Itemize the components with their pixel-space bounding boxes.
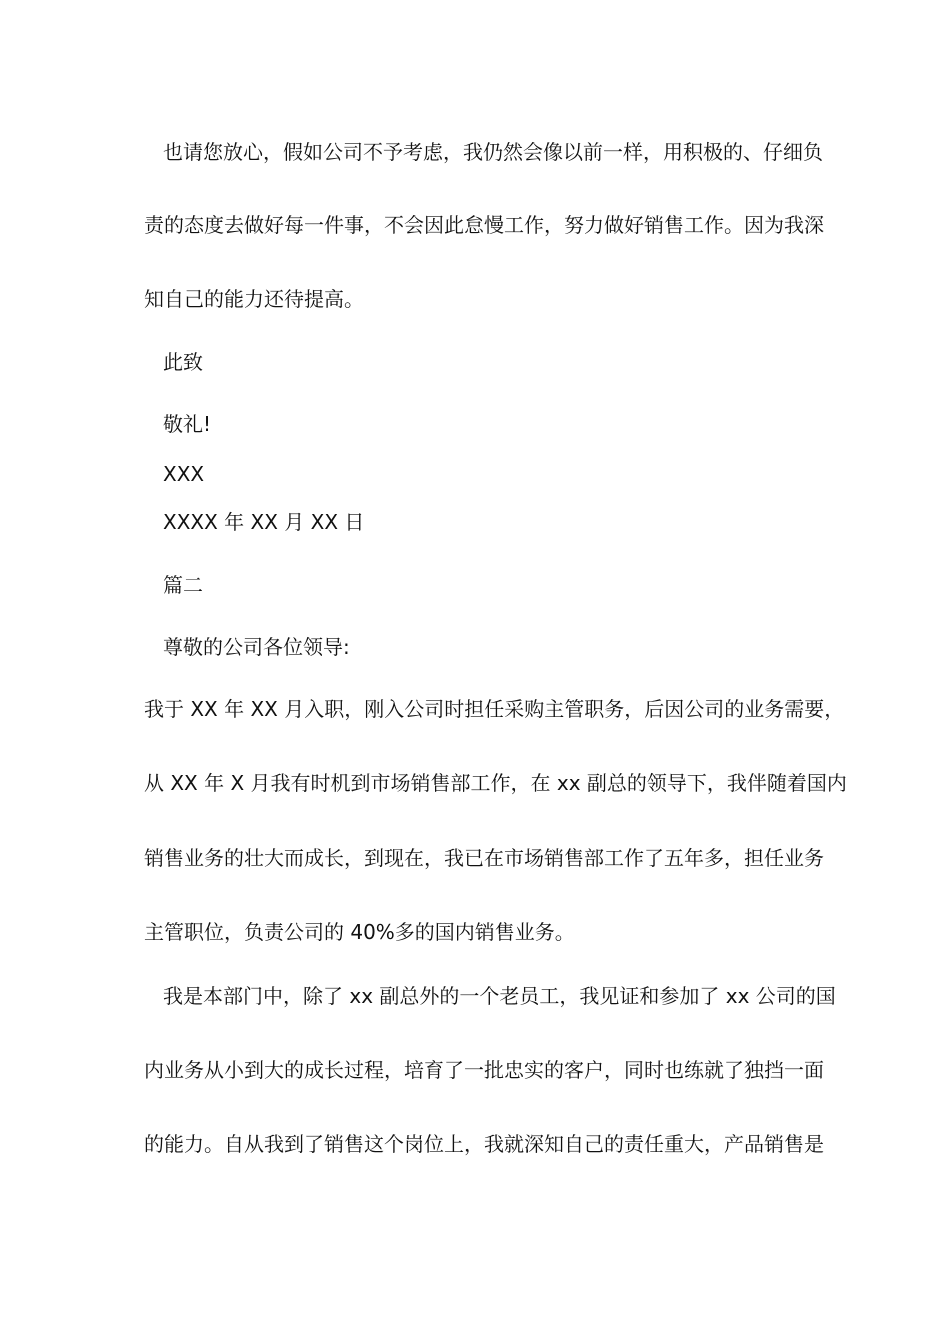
paragraph-3-line-1: 我是本部门中，除了 xx 副总外的一个老员工，我见证和参加了 xx 公司的国 — [163, 984, 836, 1008]
paragraph-2-line-1: 我于 XX 年 XX 月入职，刚入公司时担任采购主管职务，后因公司的业务需要， — [144, 697, 845, 721]
signature-date: XXXX 年 XX 月 XX 日 — [163, 510, 365, 534]
paragraph-3-line-2: 内业务从小到大的成长过程，培育了一批忠实的客户，同时也练就了独挡一面 — [144, 1058, 824, 1082]
paragraph-3-line-3: 的能力。自从我到了销售这个岗位上，我就深知自己的责任重大，产品销售是 — [144, 1132, 824, 1156]
paragraph-1-line-2: 责的态度去做好每一件事，不会因此怠慢工作，努力做好销售工作。因为我深 — [144, 213, 824, 237]
paragraph-2-line-2: 从 XX 年 X 月我有时机到市场销售部工作，在 xx 副总的领导下，我伴随着国内 — [144, 771, 847, 795]
paragraph-2-line-3: 销售业务的壮大而成长，到现在，我已在市场销售部工作了五年多，担任业务 — [144, 846, 824, 870]
section-heading: 篇二 — [163, 573, 203, 597]
signature-name: XXX — [163, 462, 205, 486]
closing-regards: 敬礼! — [163, 412, 212, 436]
paragraph-1-line-1: 也请您放心，假如公司不予考虑，我仍然会像以前一样，用积极的、仔细负 — [163, 140, 823, 164]
closing-salutation: 此致 — [163, 350, 203, 374]
paragraph-2-line-4: 主管职位，负责公司的 40%多的国内销售业务。 — [144, 920, 575, 944]
letter-greeting: 尊敬的公司各位领导: — [163, 635, 350, 659]
paragraph-1-line-3: 知自己的能力还待提高。 — [144, 287, 364, 311]
